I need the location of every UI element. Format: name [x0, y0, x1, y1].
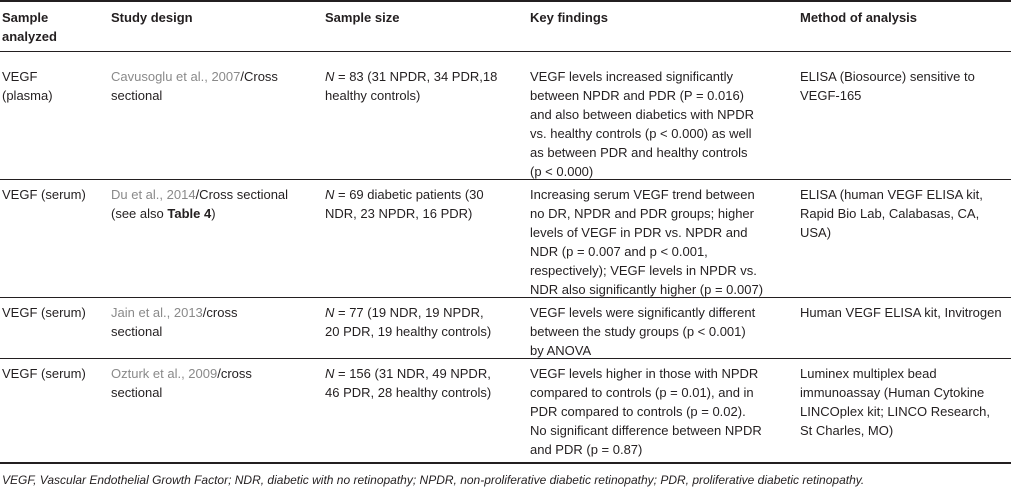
row4-sample-size: N = 156 (31 NDR, 49 NPDR, 46 PDR, 28 healthy controls) — [325, 366, 492, 400]
row-rule — [0, 358, 1011, 359]
row2-method: ELISA (human VEGF ELISA kit, Rapid Bio Lab, Calabasas, CA, USA) — [800, 187, 983, 240]
citation-link[interactable]: Du et al., 2014 — [111, 187, 196, 202]
header-rule — [0, 51, 1011, 52]
row-rule — [0, 179, 1011, 180]
row-rule — [0, 297, 1011, 298]
row1-findings: VEGF levels increased significantly between NPDR and PDR (P = 0.016) and also between diabetics with NPDR vs. healthy controls (p < 0.000) as well as between PDR and healthy controls (p < 0.000) — [530, 69, 755, 179]
row4-method: Luminex multiplex bead immunoassay (Human Cytokine LINCOplex kit; LINCO Research, St Charles, MO) — [800, 366, 991, 438]
row2-findings: Increasing serum VEGF trend between no DR, NPDR and PDR groups; higher levels of VEGF in PDR vs. NPDR and NDR (p = 0.007 and p < 0.001, respectively); VEGF levels in NPDR vs. NDR also significantly higher (p = 0.007) — [530, 187, 764, 297]
row4-findings: VEGF levels higher in those with NPDR compared to controls (p = 0.01), and in PDR compared to controls (p = 0.02). No significant difference between NPDR and PDR (p = 0.87) — [530, 366, 762, 457]
header-sample-size: Sample size — [325, 10, 400, 25]
header-method: Method of analysis — [800, 10, 918, 25]
citation-link[interactable]: Ozturk et al., 2009 — [111, 366, 218, 381]
bottom-rule — [0, 462, 1011, 464]
row3-method: Human VEGF ELISA kit, Invitrogen — [800, 305, 1002, 320]
row3-sample: VEGF (serum) — [2, 305, 86, 320]
row1-sample-size: N = 83 (31 NPDR, 34 PDR,18 healthy controls) — [325, 69, 498, 103]
header-sample-analyzed: Sample analyzed — [2, 10, 57, 44]
table-footnote: VEGF, Vascular Endothelial Growth Factor; NDR, diabetic with no retinopathy; NPDR, non-proliferative diabetic retinopathy; PDR, proliferative diabetic retinopathy. — [2, 473, 865, 487]
row3-findings: VEGF levels were significantly different between the study groups (p < 0.001) by ANOVA — [530, 305, 756, 358]
row3-sample-size: N = 77 (19 NDR, 19 NPDR, 20 PDR, 19 healthy controls) — [325, 305, 492, 339]
row1-study-design: Cavusoglu et al., 2007/Cross sectional — [111, 69, 278, 103]
header-study-design: Study design — [111, 10, 193, 25]
row1-sample: VEGF (plasma) — [2, 69, 53, 103]
row2-sample: VEGF (serum) — [2, 187, 86, 202]
row1-method: ELISA (Biosource) sensitive to VEGF-165 — [800, 69, 975, 103]
row2-sample-size: N = 69 diabetic patients (30 NDR, 23 NPDR, 16 PDR) — [325, 187, 484, 221]
row4-study-design: Ozturk et al., 2009/cross sectional — [111, 366, 252, 400]
top-rule — [0, 0, 1011, 2]
header-key-findings: Key findings — [530, 10, 609, 25]
row2-study-design: Du et al., 2014/Cross sectional (see also Table 4) — [111, 187, 289, 221]
row4-sample: VEGF (serum) — [2, 366, 86, 381]
table-reference-link[interactable]: Table 4 — [167, 206, 212, 221]
row3-study-design: Jain et al., 2013/cross sectional — [111, 305, 238, 339]
citation-link[interactable]: Jain et al., 2013 — [111, 305, 203, 320]
citation-link[interactable]: Cavusoglu et al., 2007 — [111, 69, 241, 84]
